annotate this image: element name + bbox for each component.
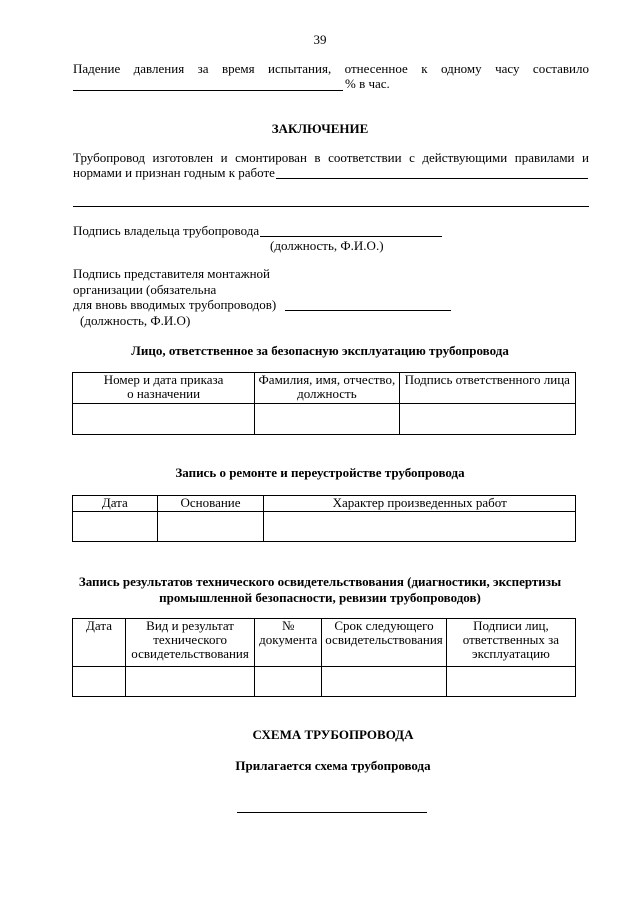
conclusion-title: ЗАКЛЮЧЕНИЕ xyxy=(271,121,369,136)
table-cell[interactable] xyxy=(255,404,399,435)
conclusion-text-line2: нормами и признан годным к работе xyxy=(73,165,275,180)
inspection-title-line2: промышленной безопасности, ревизии трубопроводов) xyxy=(159,590,481,605)
table-row xyxy=(73,512,576,542)
table-cell[interactable] xyxy=(399,404,575,435)
header-date: Дата xyxy=(73,496,158,512)
table-cell[interactable] xyxy=(446,667,575,697)
table-cell[interactable] xyxy=(126,667,255,697)
table-cell[interactable] xyxy=(157,512,264,542)
table-row xyxy=(73,404,576,435)
header-order: Номер и дата приказа о назначении xyxy=(73,373,255,404)
header-basis: Основание xyxy=(157,496,264,512)
responsible-table xyxy=(72,372,576,435)
scheme-field[interactable] xyxy=(237,812,427,813)
inspection-title-line1: Запись результатов технического освидетельствования (диагностики, экспертизы xyxy=(78,574,562,589)
conclusion-field[interactable] xyxy=(276,178,588,179)
table-header-row xyxy=(73,496,576,512)
installer-signature-field[interactable] xyxy=(285,310,451,311)
conclusion-field-extra[interactable] xyxy=(73,206,589,207)
conclusion-text-line1: Трубопровод изготовлен и смонтирован в соответствии с действующими правилами и xyxy=(73,150,589,165)
header-name: Фамилия, имя, отчество, должность xyxy=(255,373,399,404)
table-header-row xyxy=(73,373,576,404)
table-cell[interactable] xyxy=(73,404,255,435)
header-work: Характер произведенных работ xyxy=(264,496,576,512)
responsible-title: Лицо, ответственное за безопасную эксплуатацию трубопровода xyxy=(131,343,509,358)
table-cell[interactable] xyxy=(255,667,322,697)
installer-signature-line1: Подпись представителя монтажной xyxy=(73,266,270,281)
repair-table xyxy=(72,495,576,542)
table-cell[interactable] xyxy=(73,512,158,542)
owner-signature-field[interactable] xyxy=(260,236,442,237)
table-row xyxy=(73,667,576,697)
header-document-number: № документа xyxy=(255,619,322,667)
installer-signature-line3: для вновь вводимых трубопроводов) xyxy=(73,297,277,312)
table-header-row xyxy=(73,619,576,667)
pressure-drop-field[interactable] xyxy=(73,90,343,91)
page-number: 39 xyxy=(313,32,327,47)
owner-signature-label: Подпись владельца трубопровода xyxy=(73,223,260,238)
header-date: Дата xyxy=(73,619,126,667)
installer-signature-line2: организации (обязательна xyxy=(73,282,217,297)
header-inspection-type: Вид и результат технического освидетельствования xyxy=(126,619,255,667)
pressure-drop-unit: % в час. xyxy=(345,76,390,91)
pressure-drop-text: Падение давления за время испытания, отнесенное к одному часу составило xyxy=(73,61,589,76)
table-cell[interactable] xyxy=(73,667,126,697)
header-signatures: Подписи лиц, ответственных за эксплуатацию xyxy=(446,619,575,667)
header-signature: Подпись ответственного лица xyxy=(399,373,575,404)
table-cell[interactable] xyxy=(264,512,576,542)
header-next-date: Срок следующего освидетельствования xyxy=(322,619,447,667)
repair-title: Запись о ремонте и переустройстве трубопровода xyxy=(175,465,465,480)
installer-signature-caption: (должность, Ф.И.О) xyxy=(80,313,191,328)
table-cell[interactable] xyxy=(322,667,447,697)
owner-signature-caption: (должность, Ф.И.О.) xyxy=(270,238,384,253)
scheme-subtitle: Прилагается схема трубопровода xyxy=(235,758,431,773)
inspection-table xyxy=(72,618,576,697)
scheme-title: СХЕМА ТРУБОПРОВОДА xyxy=(252,727,414,742)
